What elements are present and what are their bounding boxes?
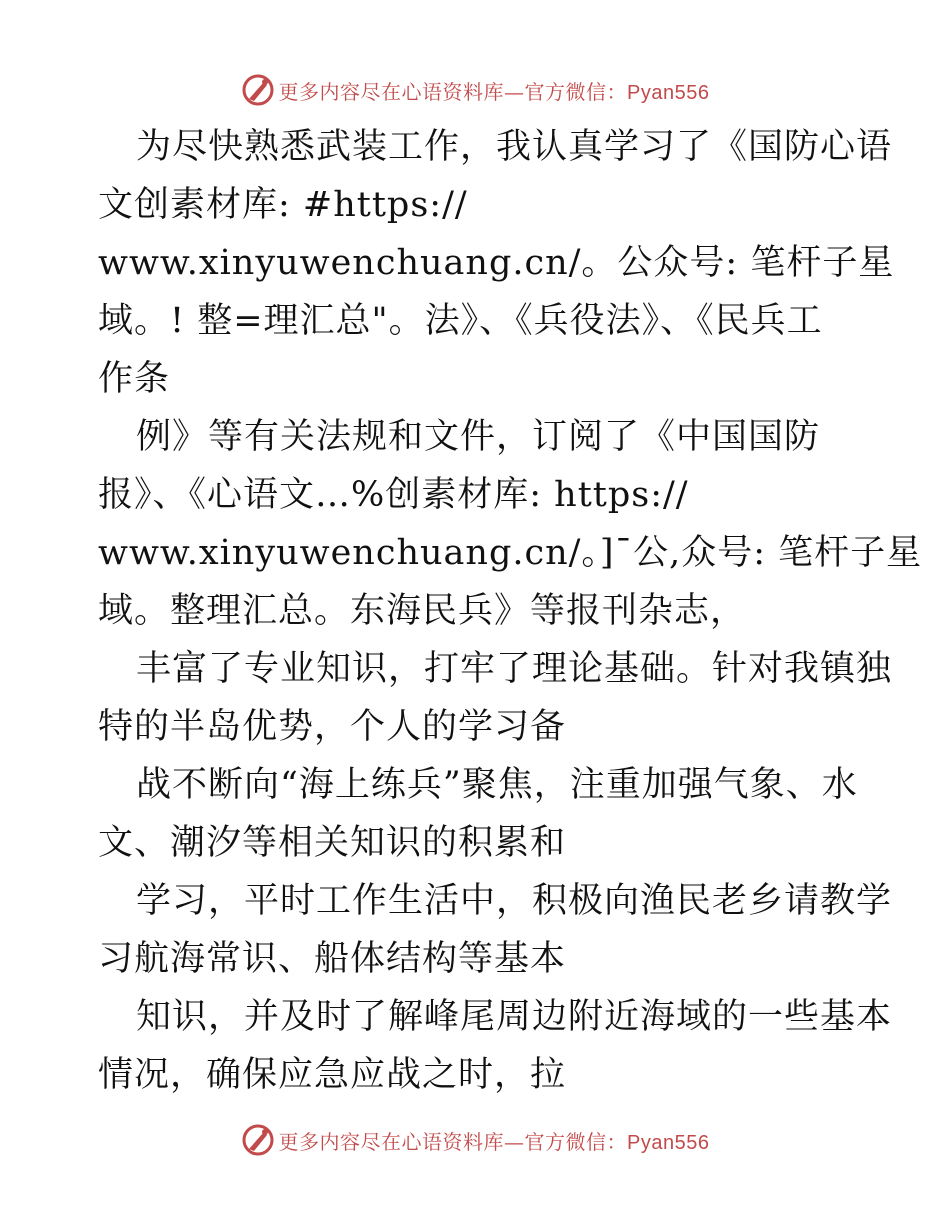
- body-line: www.xinyuwenchuang.cn/。公众号: 笔杆子星: [98, 243, 895, 283]
- body-line: www.xinyuwenchuang.cn/。]¯公,众号: 笔杆子星: [98, 533, 923, 573]
- body-line: 域。整理汇总。东海民兵》等报刊杂志，: [98, 591, 747, 631]
- body-line: 情况，确保应急应战之时，拉: [98, 1055, 567, 1095]
- body-line: 报》、《心语文…%创素材库: https://: [98, 475, 689, 515]
- body-line: 域。! 整=理汇总"。法》、《兵役法》、《民兵工: [98, 301, 823, 341]
- footer-wechat-handle: Pyan556: [627, 1131, 710, 1154]
- body-line: 战不断向“海上练兵”聚焦，注重加强气象、水: [136, 765, 858, 805]
- body-line: 为尽快熟悉武装工作，我认真学习了《国防心语: [136, 127, 893, 167]
- pen-logo-icon: [241, 1123, 275, 1157]
- footer-banner: [0, 1120, 950, 1160]
- body-line: 特的半岛优势，个人的学习备: [98, 707, 567, 747]
- body-line: 文创素材库: #https://: [98, 185, 468, 225]
- footer-banner-label: 更多内容尽在心语资料库—官方微信：: [278, 1129, 628, 1154]
- footer-banner-text: [279, 1126, 710, 1155]
- header-banner: [0, 70, 950, 110]
- document-body: [98, 118, 923, 1104]
- body-line: 丰富了专业知识，打牢了理论基础。针对我镇独: [136, 649, 893, 689]
- header-wechat-handle: Pyan556: [627, 81, 710, 104]
- body-line: 文、潮汐等相关知识的积累和: [98, 823, 567, 863]
- body-line: 作条: [98, 359, 171, 399]
- header-banner-label: 更多内容尽在心语资料库—官方微信：: [278, 79, 628, 104]
- body-line: 习航海常识、船体结构等基本: [98, 939, 567, 979]
- body-line: 例》等有关法规和文件，订阅了《中国国防: [136, 417, 821, 457]
- body-line: 学习，平时工作生活中，积极向渔民老乡请教学: [136, 881, 893, 921]
- pen-logo-icon: [241, 73, 275, 107]
- body-line: 知识，并及时了解峰尾周边附近海域的一些基本: [136, 997, 893, 1037]
- header-banner-text: [279, 76, 710, 105]
